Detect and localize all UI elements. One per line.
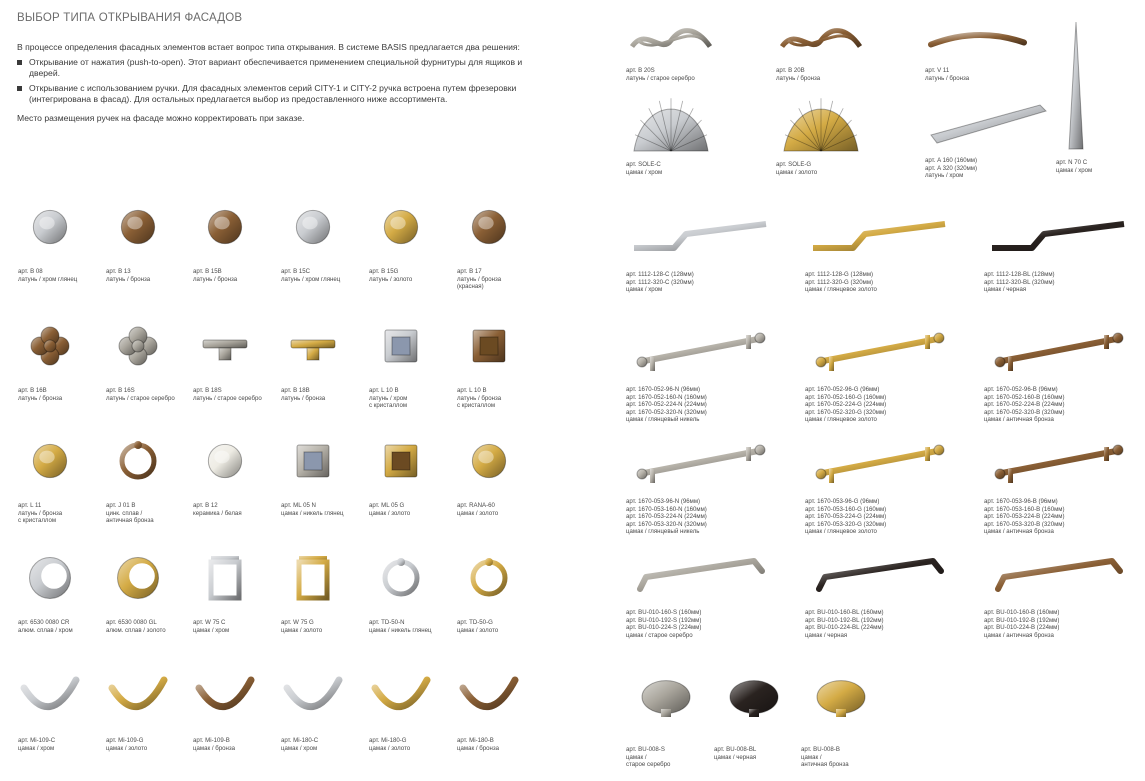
product-article: арт. SOLE-C xyxy=(626,161,661,168)
product-article: арт. 6530 0080 CR xyxy=(18,619,70,626)
handle-arc-icon xyxy=(281,655,345,734)
product-material: цамак / черная xyxy=(714,753,757,761)
product-article: арт. B 08 xyxy=(18,268,43,275)
handle-bow2-icon xyxy=(984,545,1134,610)
product-article: арт. BU-010-160-S (160мм) xyxy=(626,609,702,616)
product-caption xyxy=(106,737,147,752)
product-material: латунь / бронза xyxy=(193,275,238,283)
product-material: арт. 1670-053-224-G (224мм) xyxy=(805,513,887,521)
intro-lead: В процессе определения фасадных элементов встает вопрос типа открывания. В системе BASIS предлагается два решения: xyxy=(17,42,520,52)
product-material: арт. 1670-052-224-G (224мм) xyxy=(805,401,887,409)
handle-ring-icon xyxy=(369,537,433,616)
product-caption xyxy=(626,746,670,769)
product-caption xyxy=(626,161,662,176)
product-caption xyxy=(457,737,499,752)
product-caption xyxy=(457,268,501,291)
product-material: латунь / старое серебро xyxy=(193,394,262,402)
product-material: латунь / бронза xyxy=(457,394,502,402)
product-article: арт. 1670-052-96-G (96мм) xyxy=(805,386,880,393)
product-article: арт. B 16S xyxy=(106,387,135,394)
product-material: цамак / бронза xyxy=(193,744,236,752)
product-material: арт. BU-010-224-B (224мм) xyxy=(984,624,1060,632)
handle-squarering-icon xyxy=(281,537,345,616)
product-material: арт. BU-010-192-B (192мм) xyxy=(984,616,1060,624)
product-material: цамак / золото xyxy=(106,744,148,752)
product-material: латунь / хром глянец xyxy=(18,275,78,283)
handle-knob-icon xyxy=(193,420,257,499)
product-material: цамак / золото xyxy=(457,626,499,634)
product-article: арт. Mi-109-B xyxy=(193,737,230,744)
product-material: арт. 1670-053-160-G (160мм) xyxy=(805,505,887,513)
product-caption xyxy=(281,502,344,517)
product-caption xyxy=(369,268,412,283)
product-caption xyxy=(776,67,820,82)
handle-tbar-icon xyxy=(281,305,345,384)
product-material: латунь / золото xyxy=(369,275,413,283)
product-material: латунь / старое серебро xyxy=(626,74,695,82)
product-material: цамак / никель глянец xyxy=(369,626,432,634)
product-caption xyxy=(281,737,318,752)
product-article: арт. Mi-109-G xyxy=(106,737,144,744)
handle-rail-icon xyxy=(805,320,955,387)
product-material: цамак / хром xyxy=(1056,166,1093,174)
product-article: арт. 1670-052-96-B (96мм) xyxy=(984,386,1058,393)
handle-zbar-icon xyxy=(626,205,776,272)
product-material: латунь / хром глянец xyxy=(281,275,341,283)
handle-arc-icon xyxy=(369,655,433,734)
product-material: арт. 1670-053-224-B (224мм) xyxy=(984,513,1065,521)
product-caption xyxy=(18,502,62,525)
product-material: цамак / античная бронза xyxy=(984,528,1054,536)
product-article: арт. L 10 B xyxy=(369,387,399,394)
handle-arc-icon xyxy=(193,655,257,734)
product-caption xyxy=(369,502,410,517)
handle-oval-icon xyxy=(626,660,706,747)
product-caption xyxy=(457,502,498,517)
product-article: арт. BU-010-160-BL (160мм) xyxy=(805,609,884,616)
product-caption xyxy=(193,619,229,634)
product-caption xyxy=(18,619,73,634)
product-material: латунь / хром xyxy=(925,172,964,180)
product-article: арт. J 01 B xyxy=(106,502,136,509)
product-article: арт. ML 05 N xyxy=(281,502,316,509)
handle-zbar-icon xyxy=(805,205,955,272)
product-material: цамак / глянцевый никель xyxy=(626,528,700,536)
product-material: цамак / античная бронза xyxy=(984,631,1054,639)
product-article: арт. BU-008-S xyxy=(626,746,665,753)
product-caption xyxy=(984,386,1065,424)
handle-knob-icon xyxy=(18,186,82,265)
product-material: цамак / черная xyxy=(805,631,848,639)
product-article: арт. TD-50-N xyxy=(369,619,405,626)
product-article: арт. Mi-180-G xyxy=(369,737,407,744)
product-caption xyxy=(805,271,877,294)
product-material: латунь / хром xyxy=(369,394,408,402)
handle-flower-icon xyxy=(18,305,82,384)
bullet-icon xyxy=(17,86,22,91)
product-material: цамак / глянцевое золото xyxy=(805,286,877,294)
handle-squarering-icon xyxy=(193,537,257,616)
handle-flatbar-icon xyxy=(925,95,1050,158)
product-caption xyxy=(193,502,242,517)
product-caption xyxy=(626,386,707,424)
product-material: цамак / старое серебро xyxy=(626,631,693,639)
product-material: цамак / бронза xyxy=(457,744,500,752)
product-material: латунь / бронза xyxy=(925,74,970,82)
product-material: латунь / бронза xyxy=(457,275,502,283)
product-material: цамак / черная xyxy=(984,286,1027,294)
product-caption xyxy=(281,619,322,634)
product-caption xyxy=(626,498,707,536)
handle-ring-icon xyxy=(106,420,170,499)
product-caption xyxy=(106,619,166,634)
product-material: арт. 1670-052-224-B (224мм) xyxy=(984,401,1065,409)
product-caption xyxy=(925,67,969,82)
product-material: арт. 1670-053-160-B (160мм) xyxy=(984,505,1065,513)
handle-rail-icon xyxy=(805,432,955,499)
product-material: арт. BU-010-192-S (192мм) xyxy=(626,616,702,624)
product-caption xyxy=(714,746,756,761)
handle-rail-icon xyxy=(626,320,776,387)
product-material: цамак / никель глянец xyxy=(281,509,344,517)
product-material: цамак / хром xyxy=(281,744,318,752)
product-caption xyxy=(18,737,55,752)
product-caption xyxy=(984,498,1065,536)
intro-note: Место размещения ручек на фасаде можно корректировать при заказе. xyxy=(17,112,305,123)
bullet-icon xyxy=(17,60,22,65)
product-article: арт. Mi-180-B xyxy=(457,737,494,744)
product-article: арт. B 15G xyxy=(369,268,399,275)
product-caption xyxy=(106,502,154,525)
product-material: (красная) xyxy=(457,283,484,291)
product-material: арт. 1670-052-320-N (320мм) xyxy=(626,408,707,416)
handle-knob-icon xyxy=(106,186,170,265)
product-material: цамак / золото xyxy=(457,509,499,517)
handle-knob-icon xyxy=(18,420,82,499)
product-article: арт. B 16B xyxy=(18,387,47,394)
product-article: арт. B 18B xyxy=(281,387,310,394)
product-material: цамак / глянцевое золото xyxy=(805,528,877,536)
handle-fan-icon xyxy=(626,95,716,162)
product-material: алюм. сплав / хром xyxy=(18,626,73,634)
product-caption xyxy=(193,268,237,283)
product-article: арт. 1112-128-C (128мм) xyxy=(626,271,694,278)
product-article: арт. B 20B xyxy=(776,67,805,74)
product-material: арт. 1670-052-320-G (320мм) xyxy=(805,408,887,416)
product-article: арт. B 18S xyxy=(193,387,222,394)
product-material: арт. A 320 (320мм) xyxy=(925,164,978,172)
product-article: арт. L 10 B xyxy=(457,387,487,394)
product-caption xyxy=(369,619,432,634)
intro-bullet-push: Открывание от нажатия (push-to-open). Этот вариант обеспечивается применением специальной фурнитуры для ящиков и дверей. xyxy=(17,57,527,80)
product-article: арт. B 15B xyxy=(193,268,222,275)
handle-square-icon xyxy=(281,420,345,499)
product-material: арт. 1670-052-160-G (160мм) xyxy=(805,393,887,401)
product-caption xyxy=(805,609,884,639)
product-article: арт. B 17 xyxy=(457,268,482,275)
product-material: античная бронза xyxy=(801,761,849,769)
product-article: арт. B 15C xyxy=(281,268,311,275)
product-article: арт. L 11 xyxy=(18,502,42,509)
product-caption xyxy=(18,268,77,283)
product-material: цамак / хром xyxy=(626,168,663,176)
product-article: арт. Mi-180-C xyxy=(281,737,319,744)
product-article: арт. BU-010-160-B (160мм) xyxy=(984,609,1060,616)
product-material: цамак / xyxy=(626,753,647,761)
product-material: арт. 1112-320-G (320мм) xyxy=(805,278,874,286)
handle-rail-icon xyxy=(626,432,776,499)
handle-ornate-icon xyxy=(626,18,716,68)
product-caption xyxy=(369,387,407,410)
product-article: арт. 1112-128-G (128мм) xyxy=(805,271,874,278)
product-caption xyxy=(457,387,501,410)
product-article: арт. SOLE-G xyxy=(776,161,812,168)
handle-zbar-icon xyxy=(984,205,1134,272)
product-caption xyxy=(626,609,701,639)
handle-arc-icon xyxy=(106,655,170,734)
product-material: арт. 1670-053-320-G (320мм) xyxy=(805,520,887,528)
handle-square-icon xyxy=(369,420,433,499)
product-material: арт. 1670-053-320-N (320мм) xyxy=(626,520,707,528)
product-material: цамак / хром xyxy=(193,626,230,634)
product-caption xyxy=(18,387,62,402)
product-material: цамак / глянцевое золото xyxy=(805,416,877,424)
product-caption xyxy=(193,737,235,752)
handle-knob-icon xyxy=(457,420,521,499)
product-material: цамак / золото xyxy=(369,509,411,517)
product-caption xyxy=(106,387,175,402)
product-caption xyxy=(106,268,150,283)
handle-bow2-icon xyxy=(626,545,776,610)
product-article: арт. 1112-128-BL (128мм) xyxy=(984,271,1055,278)
product-article: арт. B 20S xyxy=(626,67,655,74)
handle-oval-icon xyxy=(801,660,881,747)
product-article: арт. V 11 xyxy=(925,67,950,74)
product-article: арт. RANA-60 xyxy=(457,502,495,509)
product-caption xyxy=(776,161,817,176)
handle-cup-icon xyxy=(18,537,82,616)
page-title: ВЫБОР ТИПА ОТКРЫВАНИЯ ФАСАДОВ xyxy=(17,12,243,24)
product-caption xyxy=(626,271,694,294)
product-material: цамак / хром xyxy=(18,744,55,752)
product-article: арт. 1670-053-96-G (96мм) xyxy=(805,498,880,505)
product-caption xyxy=(805,386,886,424)
handle-knob-icon xyxy=(281,186,345,265)
handle-arc-icon xyxy=(457,655,521,734)
product-material: с кристаллом xyxy=(457,402,496,410)
product-material: цамак / античная бронза xyxy=(984,416,1054,424)
product-material: с кристаллом xyxy=(369,402,408,410)
product-material: цамак / глянцевый никель xyxy=(626,416,700,424)
handle-ornate-icon xyxy=(776,18,866,68)
product-article: арт. 1670-053-96-B (96мм) xyxy=(984,498,1058,505)
product-material: старое серебро xyxy=(626,761,671,769)
handle-spike-icon xyxy=(1056,18,1096,160)
product-material: цамак / золото xyxy=(369,744,411,752)
product-material: арт. 1112-320-BL (320мм) xyxy=(984,278,1055,286)
product-article: арт. BU-008-BL xyxy=(714,746,757,753)
product-material: цамак / xyxy=(801,753,822,761)
product-material: арт. 1112-320-C (320мм) xyxy=(626,278,694,286)
product-article: арт. 1670-052-96-N (96мм) xyxy=(626,386,701,393)
product-material: цамак / хром xyxy=(626,286,663,294)
product-material: арт. 1670-052-160-N (160мм) xyxy=(626,393,707,401)
product-article: арт. B 12 xyxy=(193,502,218,509)
product-article: арт. 1670-053-96-N (96мм) xyxy=(626,498,701,505)
product-caption xyxy=(626,67,695,82)
intro-bullets xyxy=(17,57,527,106)
product-material: арт. 1670-053-224-N (224мм) xyxy=(626,513,707,521)
product-material: арт. 1670-053-320-B (320мм) xyxy=(984,520,1065,528)
product-caption xyxy=(984,609,1059,639)
product-material: латунь / бронза xyxy=(281,394,326,402)
product-material: латунь / старое серебро xyxy=(106,394,175,402)
product-article: арт. B 13 xyxy=(106,268,131,275)
product-material: цамак / золото xyxy=(776,168,818,176)
product-caption xyxy=(801,746,849,769)
product-material: арт. BU-010-224-S (224мм) xyxy=(626,624,702,632)
handle-arc-icon xyxy=(18,655,82,734)
product-material: арт. 1670-052-160-B (160мм) xyxy=(984,393,1065,401)
handle-flower-icon xyxy=(106,305,170,384)
handle-fan-icon xyxy=(776,95,866,162)
product-material: арт. 1670-052-320-B (320мм) xyxy=(984,408,1065,416)
product-article: арт. N 70 C xyxy=(1056,159,1088,166)
product-caption xyxy=(925,157,977,180)
product-material: керамика / белая xyxy=(193,509,242,517)
product-article: арт. Mi-109-C xyxy=(18,737,56,744)
product-caption xyxy=(281,387,325,402)
product-material: латунь / бронза xyxy=(18,394,63,402)
product-caption xyxy=(457,619,498,634)
handle-oval-icon xyxy=(714,660,794,747)
product-caption xyxy=(193,387,262,402)
product-material: арт. BU-010-224-BL (224мм) xyxy=(805,624,884,632)
handle-bow2-icon xyxy=(805,545,955,610)
handle-square-icon xyxy=(457,305,521,384)
product-material: арт. 1670-052-224-N (224мм) xyxy=(626,401,707,409)
handle-rail-icon xyxy=(984,432,1134,499)
product-material: латунь / бронза xyxy=(776,74,821,82)
product-article: арт. 6530 0080 GL xyxy=(106,619,157,626)
product-caption xyxy=(1056,159,1092,174)
handle-cup-icon xyxy=(106,537,170,616)
handle-knob-icon xyxy=(369,186,433,265)
product-material: алюм. сплав / золото xyxy=(106,626,166,634)
product-caption xyxy=(369,737,410,752)
product-article: арт. W 75 C xyxy=(193,619,226,626)
product-caption xyxy=(984,271,1055,294)
handle-rail-icon xyxy=(984,320,1134,387)
handle-tbar-icon xyxy=(193,305,257,384)
handle-knob-icon xyxy=(193,186,257,265)
product-material: арт. BU-010-192-BL (192мм) xyxy=(805,616,884,624)
product-material: с кристаллом xyxy=(18,517,57,525)
product-material: цинк. сплав / xyxy=(106,509,143,517)
handle-knob-icon xyxy=(457,186,521,265)
product-material: латунь / бронза xyxy=(18,509,63,517)
handle-ring-icon xyxy=(457,537,521,616)
product-article: арт. BU-008-B xyxy=(801,746,840,753)
intro-bullet-handle: Открывание с использованием ручки. Для фасадных элементов серий CITY-1 и CITY-2 ручка встроена путем фрезеровки (интегрирована в фасад). Для остальных предлагается выбор из предоставленного ниже ассортимента. xyxy=(17,83,527,106)
product-material: арт. 1670-053-160-N (160мм) xyxy=(626,505,707,513)
product-article: арт. TD-50-G xyxy=(457,619,493,626)
product-article: арт. ML 05 G xyxy=(369,502,405,509)
product-caption xyxy=(281,268,340,283)
product-material: латунь / бронза xyxy=(106,275,151,283)
product-article: арт. A 160 (160мм) xyxy=(925,157,978,164)
product-article: арт. W 75 G xyxy=(281,619,314,626)
product-material: античная бронза xyxy=(106,517,154,525)
handle-square-icon xyxy=(369,305,433,384)
product-caption xyxy=(805,498,886,536)
handle-bow-icon xyxy=(925,18,1030,68)
intro-text xyxy=(17,42,527,128)
product-material: цамак / золото xyxy=(281,626,323,634)
